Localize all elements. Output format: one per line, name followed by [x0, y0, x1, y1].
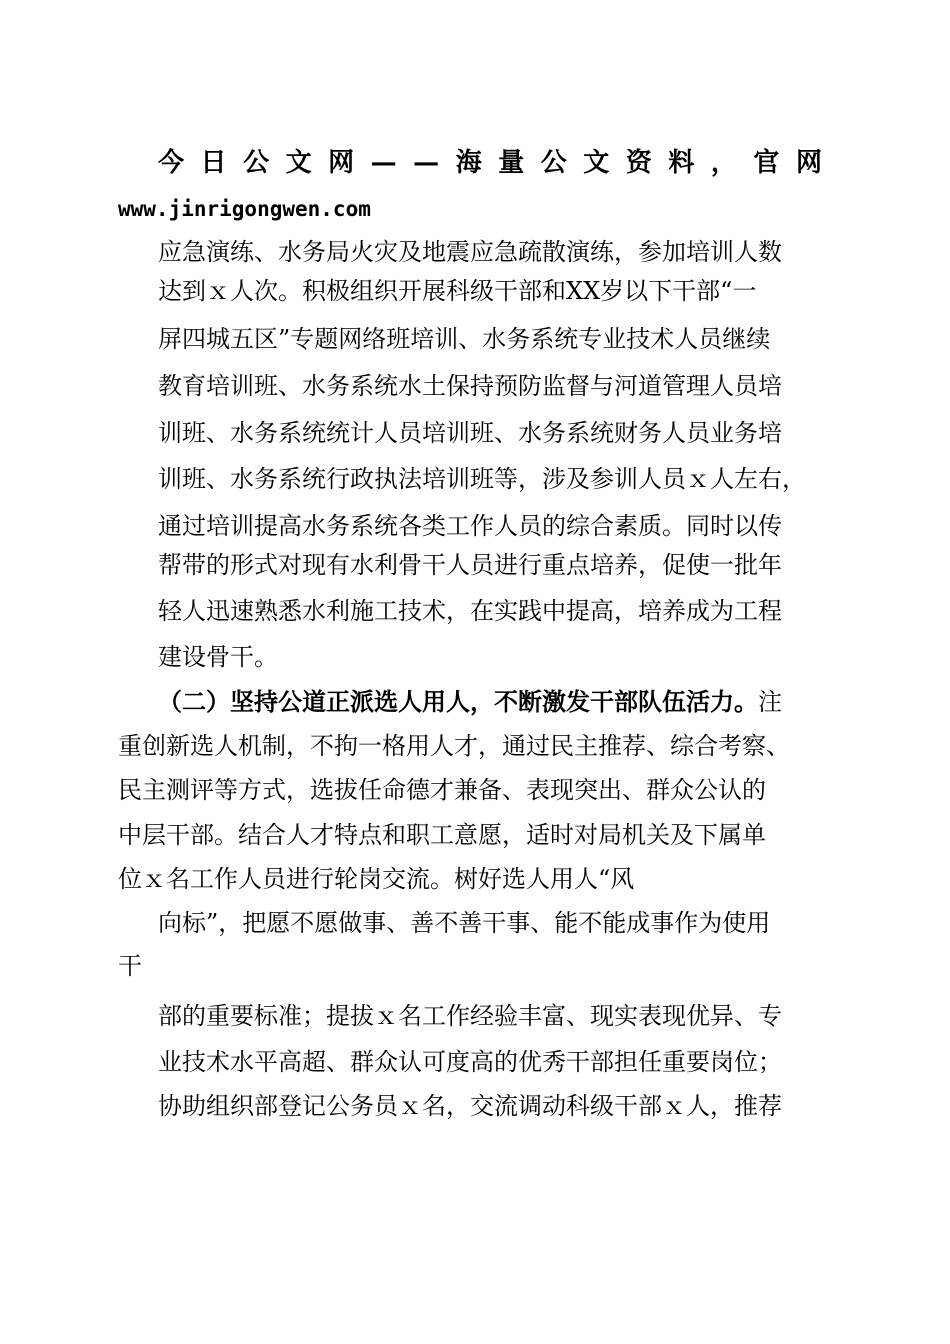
header-title: [158, 140, 822, 186]
body-line: 帮带的形式对现有水利骨干人员进行重点培养，促使一批年: [158, 551, 782, 579]
body-line: 应急演练、水务局火灾及地震应急疏散演练，参加培训人数: [158, 238, 782, 266]
body-line: 中层干部。结合人才特点和职工意愿，适时对局机关及下属单: [118, 821, 766, 849]
header-char: 海: [455, 148, 482, 178]
body-line: 轻人迅速熟悉水利施工技术，在实践中提高，培养成为工程: [158, 597, 782, 625]
section-heading-line: [158, 682, 782, 722]
header-char: ，: [710, 148, 737, 178]
header-char: —: [413, 148, 440, 178]
section-heading-tail: 注: [758, 688, 782, 716]
header-char: 文: [285, 148, 312, 178]
body-line: 建设骨干。: [158, 643, 278, 671]
header-char: 公: [540, 148, 567, 178]
body-line: 位ｘ名工作人员进行轮岗交流。树好选人用人“风: [118, 865, 635, 893]
body-line: 屏四城五区”专题网络班培训、水务系统专业技术人员继续: [158, 325, 771, 353]
body-line: 向标”，把愿不愿做事、善不善干事、能不能成事作为使用: [158, 909, 771, 937]
header-char: 日: [200, 148, 227, 178]
header-char: —: [370, 148, 397, 178]
body-line: 部的重要标准；提拔ｘ名工作经验丰富、现实表现优异、专: [158, 1002, 782, 1030]
body-line: 达到ｘ人次。积极组织开展科级干部和XX岁以下干部“一: [158, 277, 757, 305]
header-char: 文: [583, 148, 610, 178]
header-url: www.jinrigongwen.com: [118, 197, 371, 221]
header-char: 网: [328, 148, 355, 178]
body-line: 重创新选人机制，不拘一格用人才，通过民主推荐、综合考察、: [118, 732, 790, 760]
body-line: 民主测评等方式，选拔任命德才兼备、表现突出、群众公认的: [118, 776, 766, 804]
body-line: 训班、水务系统行政执法培训班等，涉及参训人员ｘ人左右，: [158, 465, 806, 493]
header-char: 量: [498, 148, 525, 178]
body-line: 协助组织部登记公务员ｘ名，交流调动科级干部ｘ人，推荐: [158, 1092, 782, 1120]
header-char: 资: [625, 148, 652, 178]
header-char: 料: [668, 148, 695, 178]
section-heading: （二）坚持公道正派选人用人，不断激发干部队伍活力。: [158, 687, 758, 716]
body-line: 训班、水务系统统计人员培训班、水务系统财务人员业务培: [158, 419, 782, 447]
body-line: 教育培训班、水务系统水土保持预防监督与河道管理人员培: [158, 372, 782, 400]
header-char: 今: [158, 148, 185, 178]
body-line: 干: [118, 952, 142, 980]
header-char: 官: [753, 148, 780, 178]
body-line: 业技术水平高超、群众认可度高的优秀干部担任重要岗位；: [158, 1048, 782, 1076]
header-char: 网: [795, 148, 822, 178]
body-line: 通过培训提高水务系统各类工作人员的综合素质。同时以传: [158, 512, 782, 540]
header-char: 公: [243, 148, 270, 178]
